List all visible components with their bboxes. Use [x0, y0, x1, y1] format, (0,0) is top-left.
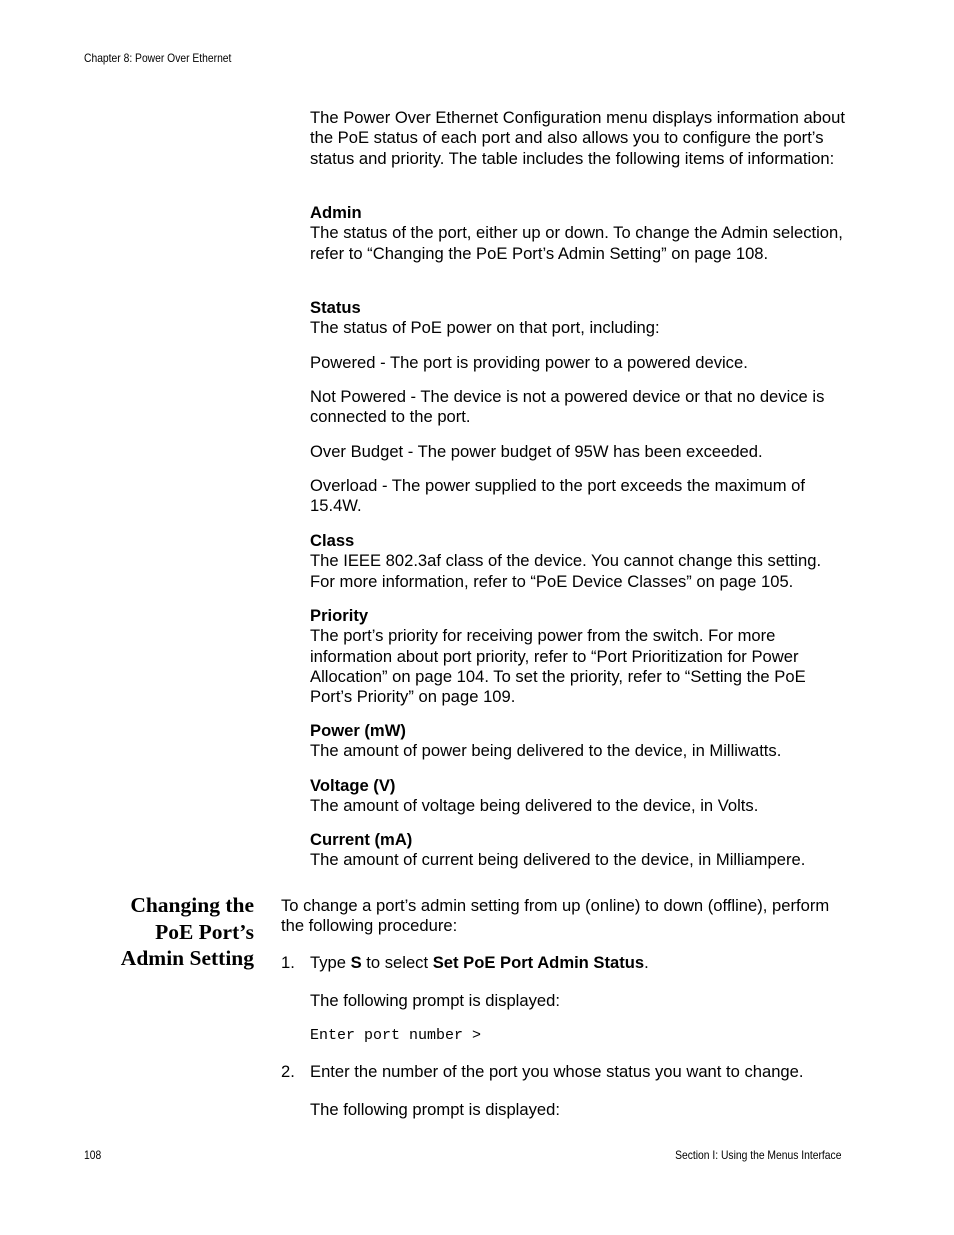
status-value — [310, 476, 845, 517]
item-status — [310, 298, 845, 339]
item-admin — [310, 203, 845, 264]
status-value-text: Over Budget - The power budget of 95W has been exceeded. — [310, 442, 763, 461]
desc-power: The amount of power being delivered to the device, in Milliwatts. — [310, 741, 782, 761]
step-1-text — [310, 953, 850, 973]
desc-status: The status of PoE power on that port, including: — [310, 318, 660, 338]
step-1-key: S — [350, 953, 362, 972]
desc-voltage: The amount of voltage being delivered to the device, in Volts. — [310, 796, 759, 816]
status-value — [310, 387, 845, 428]
section-heading-line: Admin Setting — [120, 946, 254, 970]
step-1-menu-option: Set PoE Port Admin Status — [432, 953, 645, 972]
prompt-code: Enter port number > — [310, 1027, 482, 1044]
desc-priority: The port’s priority for receiving power from the switch. For more information about port priority, refer to “Port Prioritization for Power Allocation” on page 104. To set the priority, refer to “Setting the PoE Port’s Priority” on page 109. — [310, 626, 806, 707]
term-status: Status — [310, 298, 361, 317]
intro-text: The Power Over Ethernet Configuration menu displays information about the PoE status of each port and also allows you to configure the port’s status and priority. The table includes the following items of information: — [310, 108, 845, 168]
term-voltage: Voltage (V) — [310, 776, 396, 795]
step-1-pre: Type — [310, 953, 351, 972]
item-priority — [310, 606, 845, 707]
term-current: Current (mA) — [310, 830, 413, 849]
step-2-prompt-label: The following prompt is displayed: — [310, 1100, 560, 1119]
step-1-prompt-label: The following prompt is displayed: — [310, 991, 560, 1010]
running-header: Chapter 8: Power Over Ethernet — [84, 51, 232, 65]
desc-current: The amount of current being delivered to the device, in Milliampere. — [310, 850, 806, 870]
step-number: 1. — [281, 953, 295, 972]
intro-paragraph — [310, 108, 845, 169]
item-voltage — [310, 776, 845, 817]
term-power: Power (mW) — [310, 721, 406, 740]
status-value-text: Overload - The power supplied to the port exceeds the maximum of 15.4W. — [310, 476, 805, 516]
step-1-post: . — [644, 953, 649, 972]
section-heading — [84, 892, 254, 972]
section-heading-line: PoE Port’s — [155, 919, 254, 944]
desc-class: The IEEE 802.3af class of the device. You cannot change this setting. For more information, refer to “PoE Device Classes” on page 105. — [310, 551, 822, 591]
step-number: 2. — [281, 1062, 295, 1081]
status-value — [310, 353, 845, 373]
page-number: 108 — [84, 1148, 102, 1162]
status-value-text: Not Powered - The device is not a powered device or that no device is connected to the port. — [310, 387, 825, 427]
step-1-mid: to select — [361, 953, 433, 972]
running-footer: Section I: Using the Menus Interface — [674, 1148, 841, 1162]
item-power — [310, 721, 845, 762]
status-value — [310, 442, 845, 462]
term-priority: Priority — [310, 606, 369, 625]
status-value-text: Powered - The port is providing power to a powered device. — [310, 353, 748, 372]
procedure-intro-text: To change a port’s admin setting from up (online) to down (offline), perform the following procedure: — [281, 896, 830, 936]
section-heading-line: Changing the — [130, 893, 254, 917]
item-class — [310, 531, 845, 592]
term-admin: Admin — [310, 203, 362, 222]
item-current — [310, 830, 845, 871]
step-2-text: Enter the number of the port you whose status you want to change. — [310, 1062, 804, 1081]
term-class: Class — [310, 531, 355, 550]
procedure-intro — [281, 896, 846, 937]
desc-admin: The status of the port, either up or down. To change the Admin selection, refer to “Changing the PoE Port’s Admin Setting” on page 108. — [310, 223, 843, 263]
